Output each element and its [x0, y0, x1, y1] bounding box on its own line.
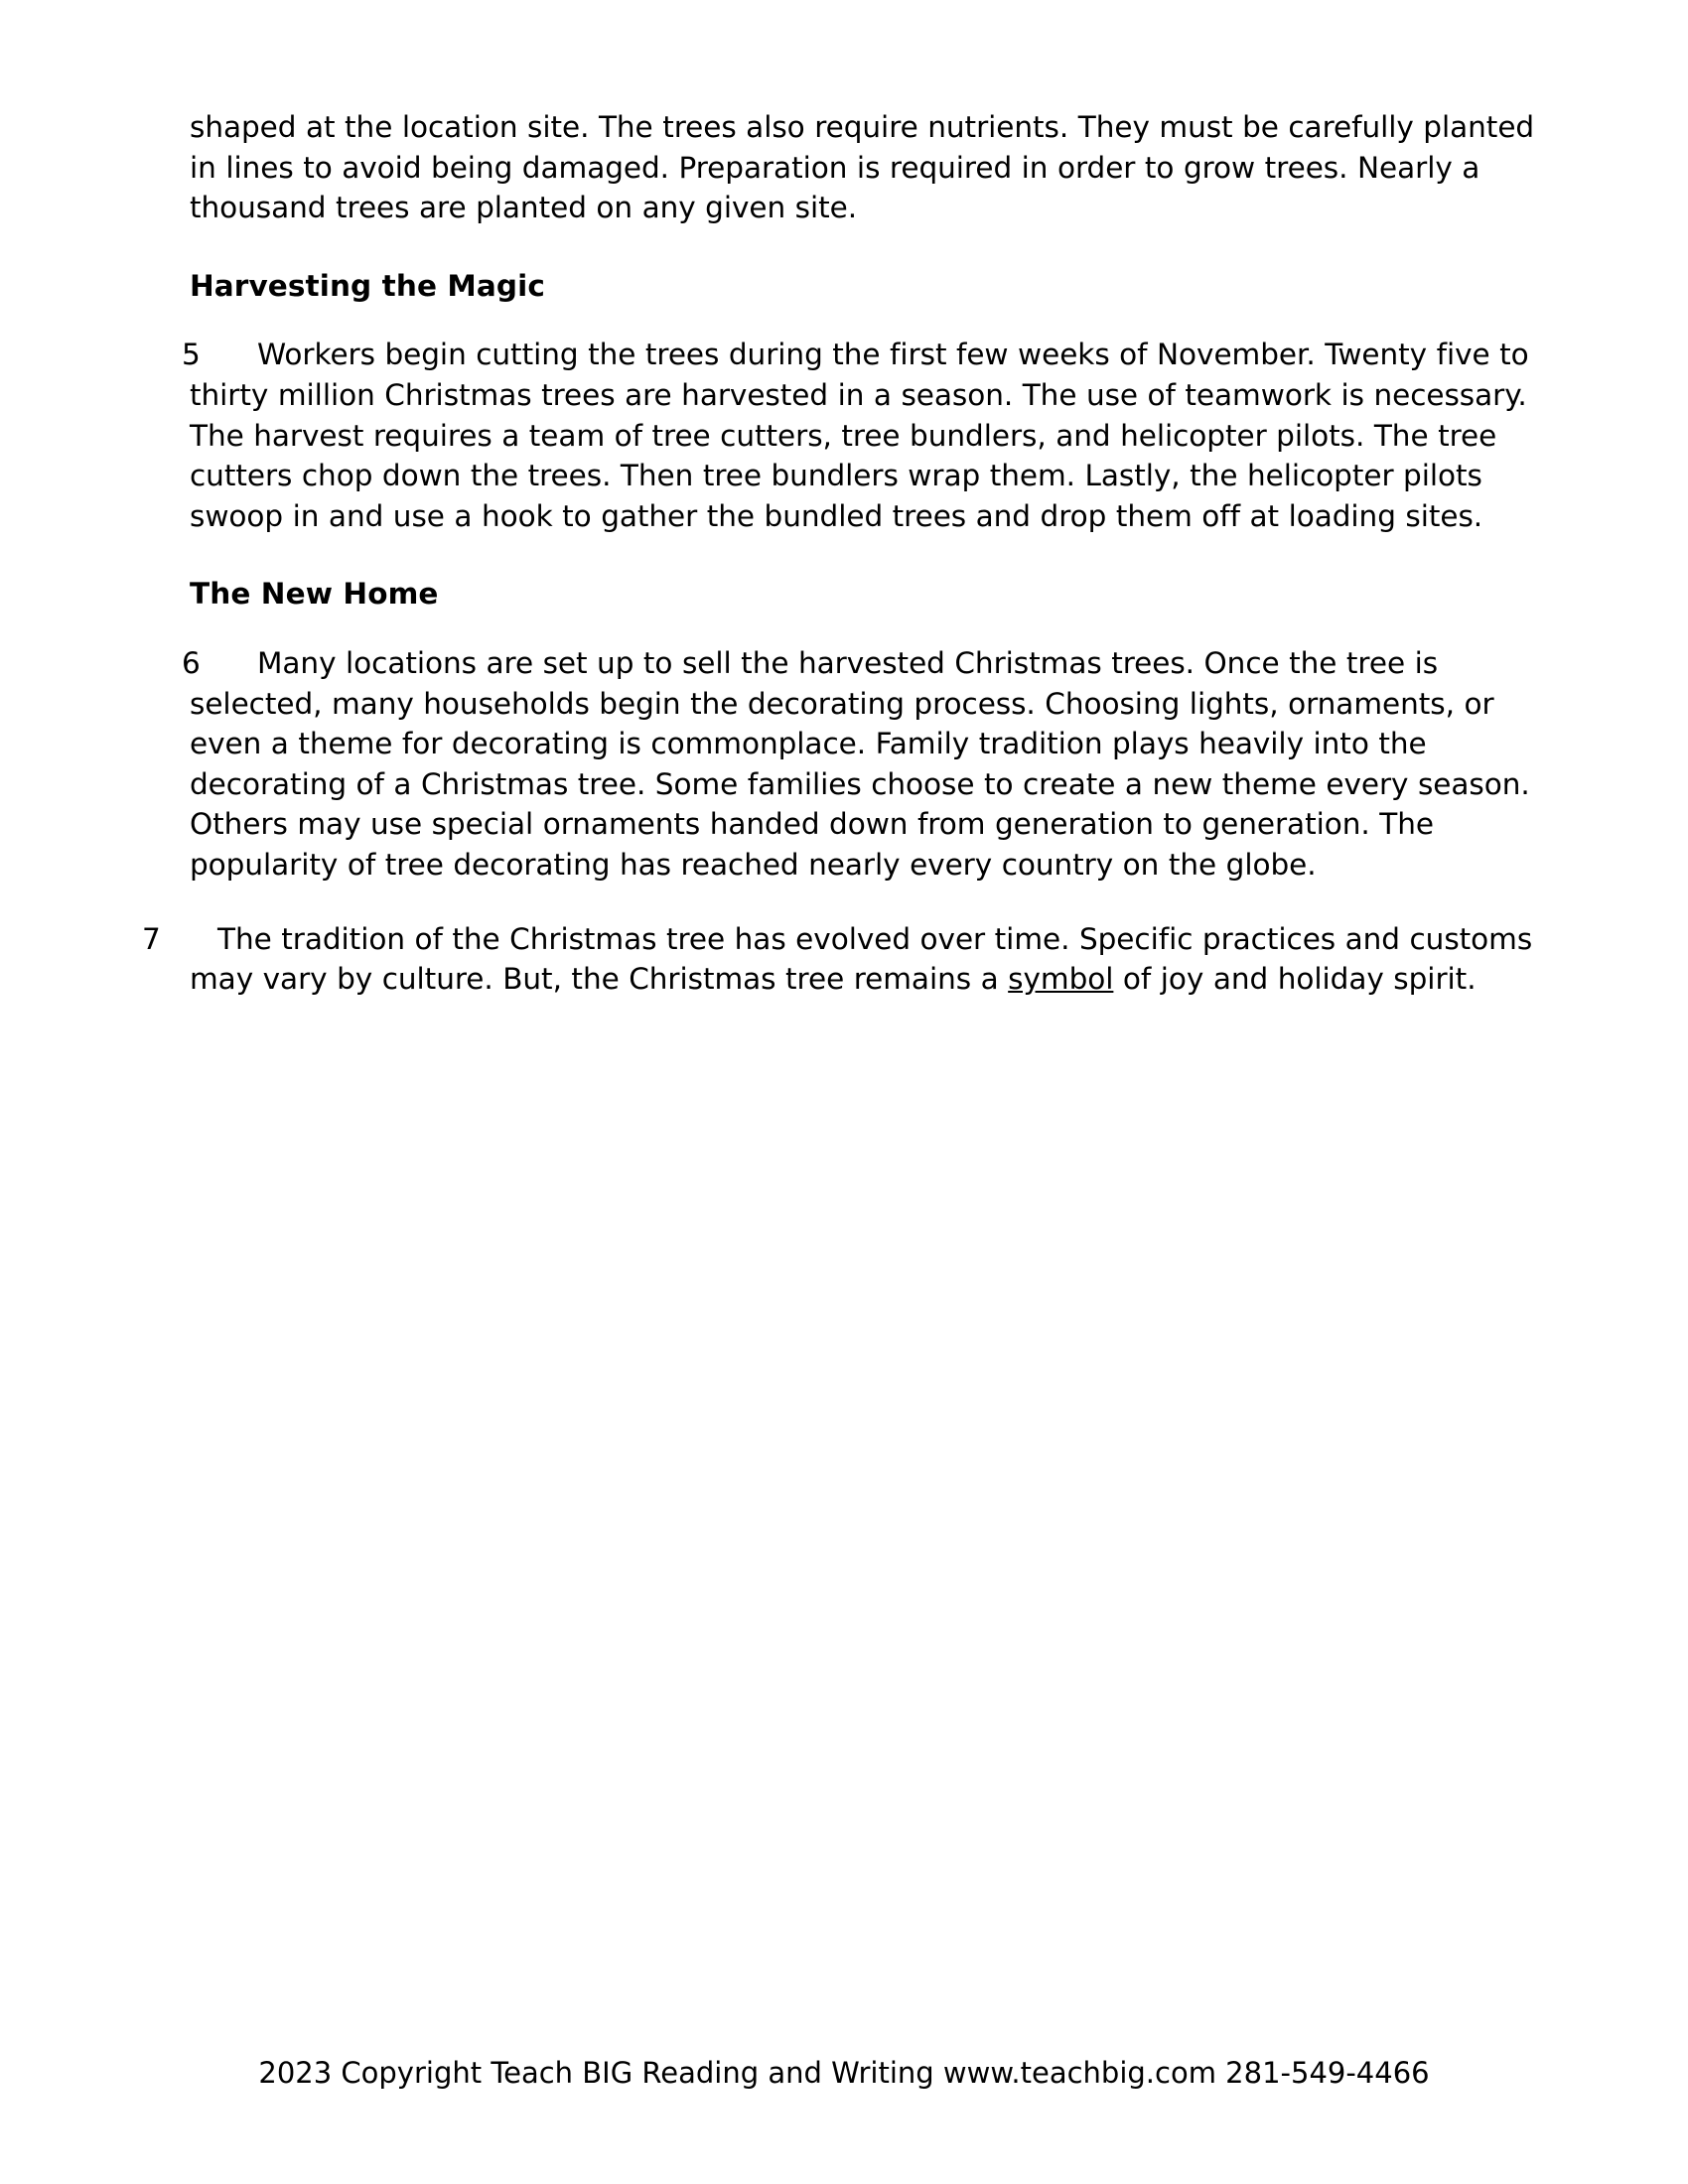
- body-paragraph-7: [114, 919, 1554, 1000]
- page-footer: [0, 2053, 1688, 2093]
- paragraph-number-5: 5: [182, 338, 201, 372]
- paragraph-7-text-before: The tradition of the Christmas tree has evolved over time. Specific practices and customs may vary by culture. But, the Christmas tree remains a: [190, 921, 1533, 997]
- paragraph-7-text-after: of joy and holiday spirit.: [1113, 962, 1477, 997]
- footer-copyright-text: 2023 Copyright Teach BIG Reading and Writing www.teachbig.com 281-549-4466: [258, 2056, 1430, 2090]
- spacer: [114, 306, 1554, 335]
- spacer: [114, 228, 1554, 266]
- body-paragraph-6: [114, 643, 1554, 886]
- spacer: [114, 886, 1554, 919]
- vocabulary-word-symbol: symbol: [1008, 962, 1114, 997]
- paragraph-number-7: 7: [142, 921, 161, 956]
- section-heading-harvesting-the-magic: Harvesting the Magic: [190, 268, 545, 303]
- intro-paragraph-text: shaped at the location site. The trees also require nutrients. They must be carefully planted in lines to avoid being damaged. Preparation is required in order to grow trees. Nearly a thousand trees are planted on any given site.: [190, 110, 1535, 225]
- section-heading-the-new-home: The New Home: [190, 577, 439, 612]
- paragraph-5-text: Workers begin cutting the trees during the first few weeks of November. Twenty five to thirty million Christmas trees are harvested in a season. The use of teamwork is necessary. The harvest requires a team of tree cutters, tree bundlers, and helicopter pilots. The tree cutters chop down the trees. Then tree bundlers wrap them. Lastly, the helicopter pilots swoop in and use a hook to gather the bundled trees and drop them off at loading sites.: [190, 338, 1529, 533]
- spacer: [114, 614, 1554, 643]
- intro-paragraph: [114, 107, 1554, 228]
- paragraph-number-6: 6: [182, 645, 201, 680]
- body-paragraph-5: [114, 335, 1554, 536]
- document-content: [114, 107, 1554, 1000]
- paragraph-6-text: Many locations are set up to sell the harvested Christmas trees. Once the tree is selected, many households begin the decorating process. Choosing lights, ornaments, or even a theme for decorating is commonplace. Family tradition plays heavily into the decorating of a Christmas tree. Some families choose to create a new theme every season. Others may use special ornaments handed down from generation to generation. The popularity of tree decorating has reached nearly every country on the globe.: [190, 645, 1530, 882]
- spacer: [114, 536, 1554, 574]
